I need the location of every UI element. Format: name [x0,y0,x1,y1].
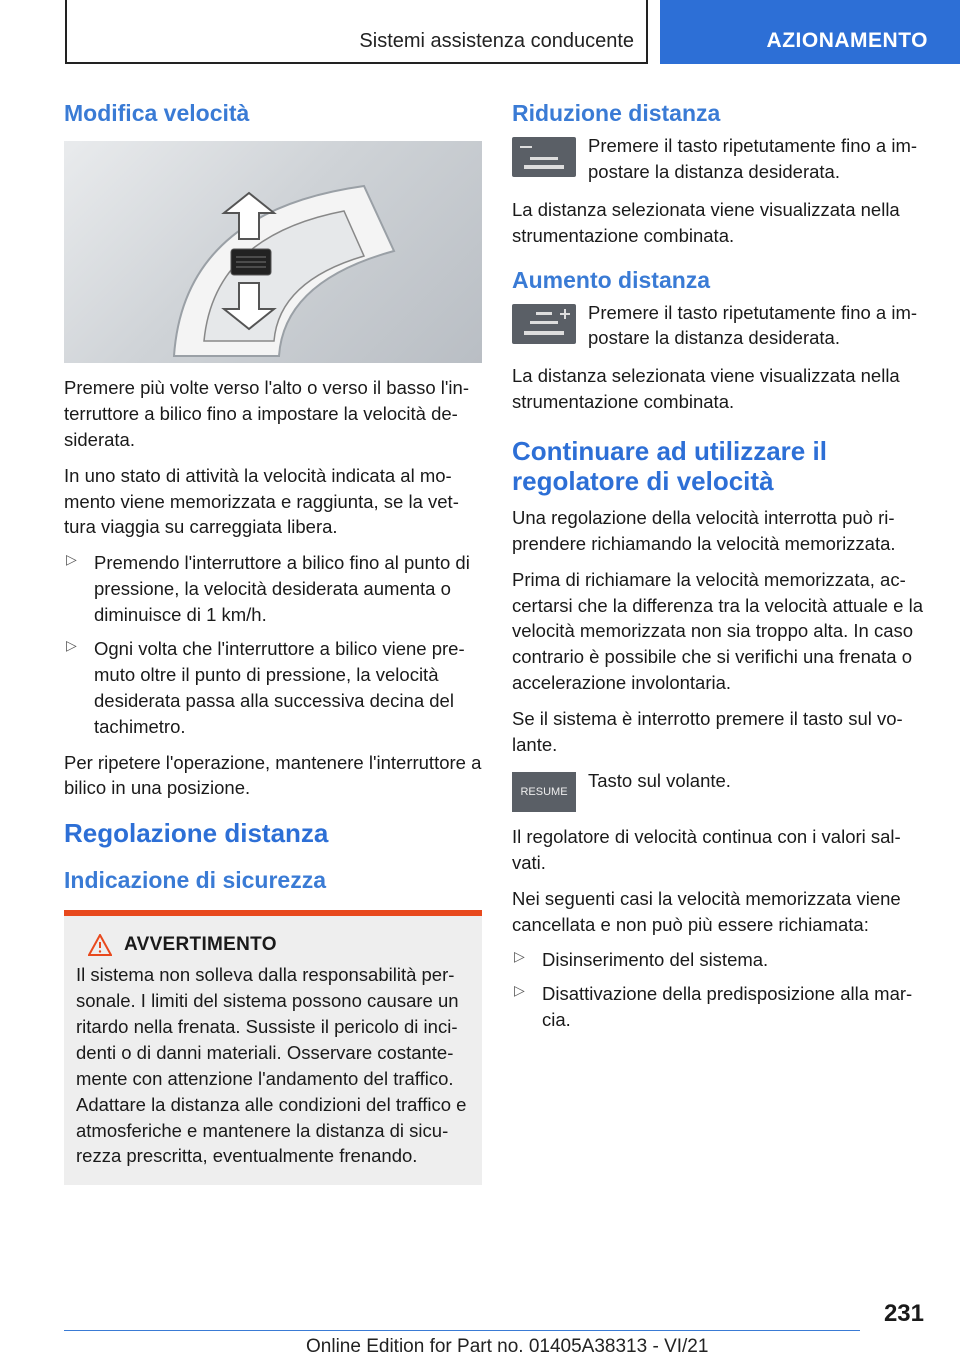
paragraph-continuare-4: Il regolatore di velocità continua con i valori sal-vati. [512,825,901,873]
header-chapter-title: AZIONAMENTO [766,29,928,52]
paragraph-continuare-5: Nei seguenti casi la velocità memorizzata viene cancellata e non può più essere richiamata: [512,887,901,935]
paragraph-aumento: Premere il tasto ripetutamente fino a im-postare la distanza desiderata. [588,301,918,349]
bullet-list-speed [64,550,482,739]
steering-wheel-rocker-photo [64,141,482,363]
paragraph-continuare-1: Una regolazione della velocità interrotta può ri-prendere richiamando la velocità memorizzata. [512,506,896,554]
page-number: 231 [883,1300,924,1327]
paragraph-riduzione-display: La distanza selezionata viene visualizzata nella strumentazione combinata. [512,198,900,246]
list-item: ▷ Disinserimento del sistema. [512,947,930,973]
footer-edition: Online Edition for Part no. 01405A38313 - VI/21 [306,1336,709,1357]
heading-aumento-distanza: Aumento distanza [512,266,711,293]
distance-decrease-icon [512,137,576,177]
header-section-box [65,0,648,64]
warning-triangle-icon [88,934,112,956]
list-item: ▷ Disattivazione della predisposizione alla mar-cia. [512,981,930,1033]
bullet-list-cancel [512,947,930,1033]
rocker-switch-illustration [64,141,482,363]
paragraph-aumento-display: La distanza selezionata viene visualizzata nella strumentazione combinata. [512,365,900,413]
distance-increase-icon [512,304,576,344]
heading-indicazione-sicurezza: Indicazione di sicurezza [64,867,327,894]
list-item: ▷ Premendo l'interruttore a bilico fino al punto di pressione, la velocità desiderata aumenta o diminuisce di 1 km/h. [64,550,482,628]
header-section-title: Sistemi assistenza conducente [359,30,634,52]
heading-modifica-velocita: Modifica velocità [64,100,250,126]
list-item: ▷ Ogni volta che l'interruttore a bilico viene pre-muto oltre il punto di pressione, la velocità desiderata passa alla successiva decina del tachimetro. [64,636,482,740]
paragraph-repeat: Per ripetere l'operazione, mantenere l'interruttore a bilico in una posizione. [64,751,482,799]
paragraph-rocker: Premere più volte verso l'alto o verso il basso l'in-terruttore a bilico fino a impostare la velocità de-siderata. [64,377,469,450]
heading-riduzione-distanza: Riduzione distanza [512,100,721,126]
resume-button-icon: RESUME [512,772,576,812]
warning-box [64,910,482,1185]
warning-text: Il sistema non solleva dalla responsabilità per-sonale. I limiti del sistema possono causare un ritardo nella frenata. Sussiste il pericolo di inci-denti o di danni materiali. Osservare costante-mente con attenzione l'andamento del traffico. Adattare la distanza alle condizioni del traffico e atmosferiche e mantenere la distanza di sicu-rezza prescritta, eventualmente frenando. [76,964,467,1167]
heading-continuare: Continuare ad utilizzare il regolatore di velocità [512,436,827,497]
footer-divider [64,1330,860,1331]
left-column [64,100,482,1185]
paragraph-riduzione: Premere il tasto ripetutamente fino a im-postare la distanza desiderata. [588,135,918,182]
right-column [512,100,930,1043]
paragraph-resume-key: Tasto sul volante. [588,769,731,791]
paragraph-speed-memory: In uno stato di attività la velocità indicata al mo-mento viene memorizzata e raggiunta, se la vet-tura viaggia su carreggiata libera. [64,464,459,538]
paragraph-continuare-2: Prima di richiamare la velocità memorizzata, ac-certarsi che la differenza tra la velocità attuale e la velocità memorizzata non sia troppo alta. In caso contrario è possibile che si verifichi una frenata o accelerazione involontaria. [512,568,923,694]
paragraph-continuare-3: Se il sistema è interrotto premere il tasto sul vo-lante. [512,708,903,756]
heading-regolazione-distanza: Regolazione distanza [64,818,329,849]
warning-title: AVVERTIMENTO [124,934,277,956]
header-chapter-box [660,0,960,64]
